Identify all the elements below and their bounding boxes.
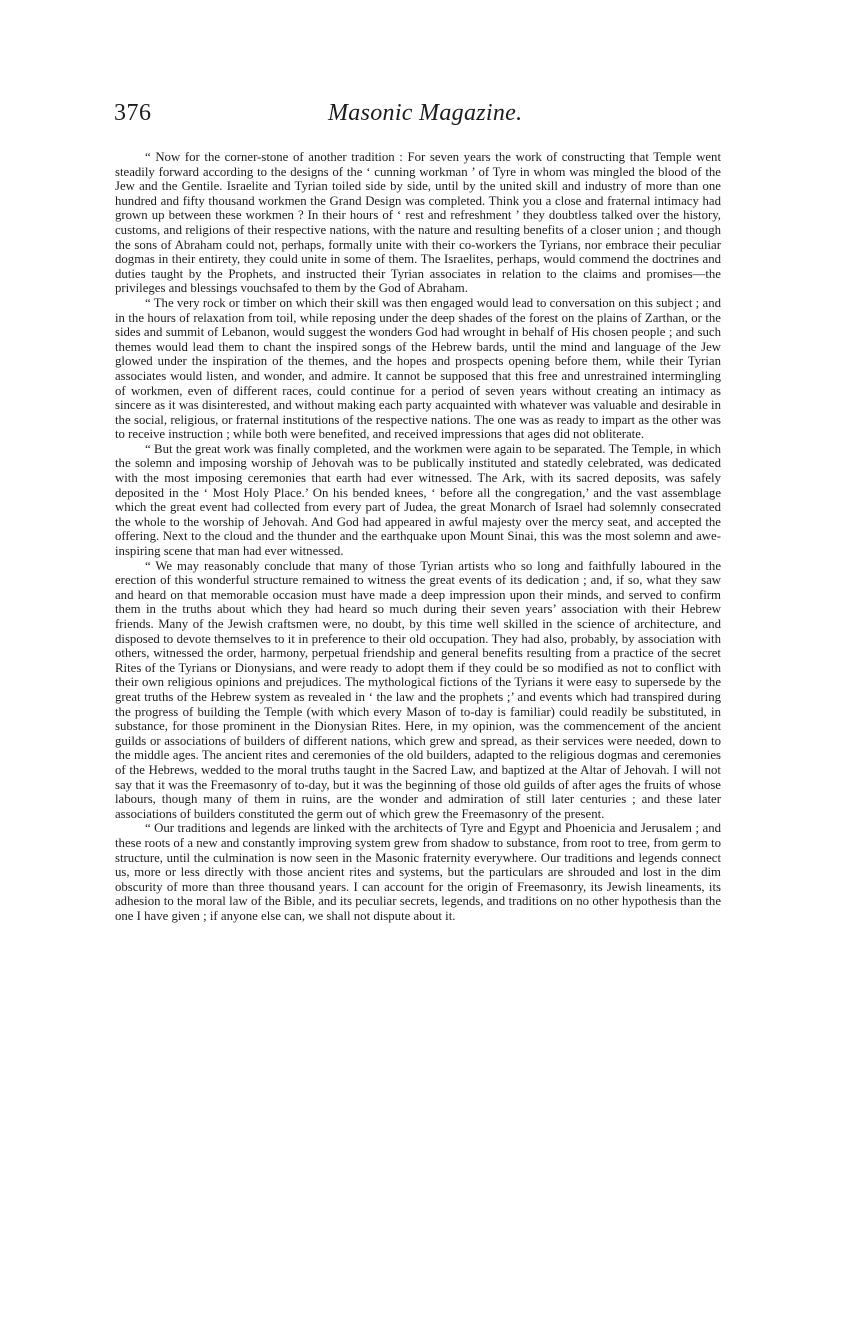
paragraph: “ The very rock or timber on which their skill was then engaged would lead to conversation on this subject ; and in the hours of relaxation from toil, while reposing under the deep shades of the forest on the plains of Zarthan, or the sides and summit of Lebanon, would suggest the wonders God had wrought in behalf of His chosen people ; and such themes would lead them to chant the inspired songs of the Hebrew bards, until the mind and language of the Jew glowed under the inspiration of the themes, and the hopes and prospects opening before them, while their Tyrian associates would listen, and wonder, and admire. It cannot be supposed that this free and unrestrained intermingling of workmen, even of different races, could continue for a period of seven years without creating an intimacy as sincere as it was disinterested, and without making each party acquainted with whatever was valuable and desirable in the social, religious, or fraternal institutions of the respective nations. The one was as ready to impart as the other was to receive instruction ; while both were benefited, and received impressions that ages did not obliterate.: [115, 295, 721, 442]
page-header: [114, 100, 720, 134]
paragraph: “ Our traditions and legends are linked with the architects of Tyre and Egypt and Phoenicia and Jerusalem ; and these roots of a new and constantly improving system grew from shadow to substance, from root to tree, from germ to structure, until the culmination is now seen in the Masonic fraternity everywhere. Our traditions and legends connect us, more or less directly with those ancient rites and systems, but the particulars are shrouded and lost in the dim obscurity of more than three thousand years. I can account for the origin of Freemasonry, its Jewish lineaments, its adhesion to the moral law of the Bible, and its peculiar secrets, legends, and traditions on no other hypothesis than the one I have given ; if anyone else can, we shall not dispute about it.: [115, 821, 721, 923]
article-body: [115, 150, 721, 923]
paragraph: “ We may reasonably conclude that many of those Tyrian artists who so long and faithfully laboured in the erection of this wonderful structure remained to witness the great events of its dedication ; and, if so, what they saw and heard on that memorable occasion must have made a deep impression upon their minds, and served to confirm them in the truths about which they had heard so much during their seven years’ association with their Hebrew friends. Many of the Jewish craftsmen were, no doubt, by this time well skilled in the science of architecture, and disposed to devote themselves to it in preference to their old occupation. They had also, probably, by association with others, witnessed the order, harmony, perpetual friendship and general benefits resulting from a practice of the secret Rites of the Tyrians or Dionysians, and were ready to adopt them if they could be so modified as not to conflict with their own religious opinions and prejudices. The mythological fictions of the Tyrians it were easy to supersede by the great truths of the Hebrew system as revealed in ‘ the law and the prophets ;’ and events which had transpired during the progress of building the Temple (with which every Mason of to-day is familiar) could readily be substituted, in substance, for those prominent in the Dionysian Rites. Here, in my opinion, was the commencement of the ancient guilds or associations of builders of different nations, which grew and spread, as their services were needed, down to the middle ages. The ancient rites and ceremonies of the old builders, adapted to the religious dogmas and ceremonies of the Hebrews, wedded to the moral truths taught in the Sacred Law, and baptized at the Altar of Jehovah. I will not say that it was the Freemasonry of to-day, but it was the beginning of those old guilds of after ages the fruits of whose labours, though many of them in ruins, are the wonder and admiration of still later centuries ; and these later associations of builders constituted the germ out of which grew the Freemasonry of the present.: [115, 558, 721, 821]
running-title: Masonic Magazine.: [328, 100, 523, 126]
page-number: 376: [114, 100, 152, 126]
paragraph: “ Now for the corner-stone of another tradition : For seven years the work of constructing that Temple went steadily forward according to the designs of the ‘ cunning workman ’ of Tyre in whom was mingled the blood of the Jew and the Gentile. Israelite and Tyrian toiled side by side, until by the united skill and industry of more than one hundred and fifty thousand workmen the Grand Design was completed. Think you a close and fraternal intimacy had grown up between these workmen ? In their hours of ‘ rest and refreshment ’ they doubtless talked over the history, customs, and religions of their respective nations, with the nature and resulting benefits of a closer union ; and though the sons of Abraham could not, perhaps, formally unite with their co-workers the Tyrians, nor embrace their peculiar dogmas in their entirety, they could unite in some of them. The Israelites, perhaps, would commend the doctrines and duties taught by the Prophets, and instructed their Tyrian associates in relation to the claims and promises—the privileges and blessings vouchsafed to them by the God of Abraham.: [115, 150, 721, 296]
paragraph: “ But the great work was finally completed, and the workmen were again to be separated. The Temple, in which the solemn and imposing worship of Jehovah was to be publically instituted and statedly celebrated, was dedicated with the most imposing ceremonies that earth had ever witnessed. The Ark, with its sacred deposits, was safely deposited in the ‘ Most Holy Place.’ On his bended knees, ‘ before all the congregation,’ and the vast assemblage which the great event had collected from every part of Judea, the great Monarch of Israel had solemnly consecrated the whole to the worship of Jehovah. And God had appeared in awful majesty over the mercy seat, and accepted the offering. Next to the cloud and the thunder and the earthquake upon Mount Sinai, this was the most solemn and awe-inspiring scene that man had ever witnessed.: [115, 441, 721, 559]
